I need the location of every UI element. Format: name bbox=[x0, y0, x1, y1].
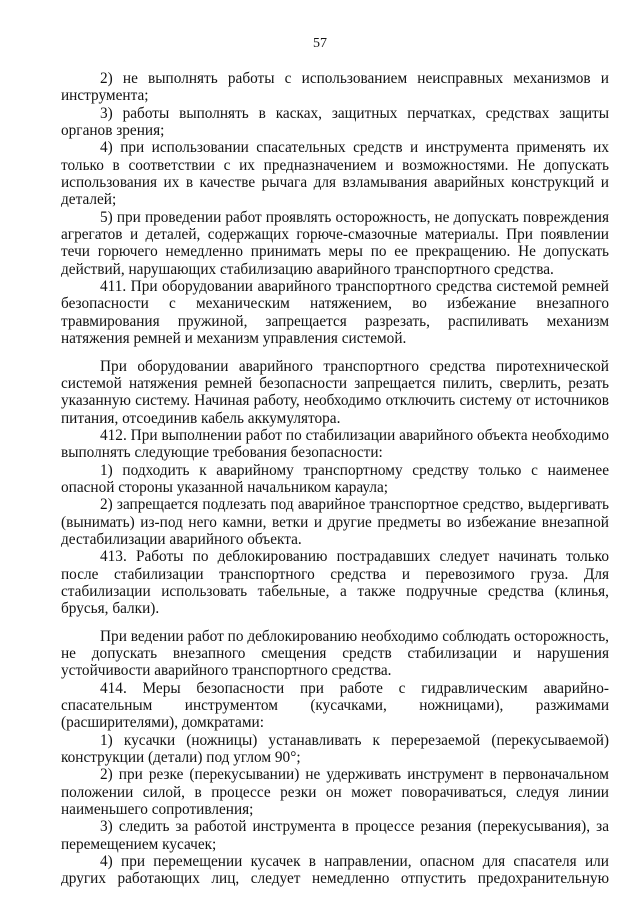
paragraph-414-item-3-monitor: 3) следить за работой инструмента в процессе резания (перекусывания), за перемещением кусачек; bbox=[61, 818, 609, 853]
page-number: 57 bbox=[313, 36, 327, 51]
paragraph-414-item-1-angle: 1) кусачки (ножницы) устанавливать к перерезаемой (перекусываемой) конструкции (детали) под углом 90°; bbox=[61, 731, 609, 767]
paragraph-414-item-2-no-force: 2) при резке (перекусывании) не удерживать инструмент в первоначальном положении силой, в процессе резки он может поворачиваться, следуя линии наименьшего сопротивления; bbox=[61, 766, 609, 819]
paragraph-item-2-faulty-tools: 2) не выполнять работы с использованием неисправных механизмов и инструмента; bbox=[61, 70, 609, 105]
document-body bbox=[61, 70, 609, 888]
paragraph-412-item-1-approach: 1) подходить к аварийному транспортному средству только с наименее опасной стороны указанной начальником караула; bbox=[61, 461, 609, 496]
paragraph-411-seatbelt-pyrotechnic: При оборудовании аварийного транспортного средства пиротехнической системой натяжения ремней безопасности запрещается пилить, сверлить, резать указанную систему. Начиная работу, необходимо отключить систему от источников питания, отсоединив кабель аккумулятора. bbox=[61, 357, 609, 427]
paragraph-412-item-2-no-crawling: 2) запрещается подлезать под аварийное транспортное средство, выдергивать (вынимать) из-под него камни, ветки и другие предметы во избежание внезапной дестабилизации аварийного объекта. bbox=[61, 496, 609, 548]
paragraph-413-caution: При ведении работ по деблокированию необходимо соблюдать осторожность, не допускать внезапного смещения средств стабилизации и нарушения устойчивости аварийного транспортного средства. bbox=[61, 627, 609, 680]
paragraph-413-unblocking: 413. Работы по деблокированию пострадавших следует начинать только после стабилизации транспортного средства и перевозимого груза. Для стабилизации использовать табельные, а также подручные средства (клинья, брусья, балки). bbox=[61, 548, 609, 618]
paragraph-411-seatbelt-mechanical: 411. При оборудовании аварийного транспортного средства системой ремней безопасности с механическим натяжением, во избежание внезапного травмирования пружиной, запрещается разрезать, распиливать механизм натяжения ремней и механизм управления системой. bbox=[61, 278, 609, 348]
paragraph-412-stabilization-intro: 412. При выполнении работ по стабилизации аварийного объекта необходимо выполнять следующие требования безопасности: bbox=[61, 426, 609, 462]
paragraph-item-3-protective-gear: 3) работы выполнять в касках, защитных перчатках, средствах защиты органов зрения; bbox=[61, 104, 609, 140]
paragraph-414-hydraulic-tools-intro: 414. Меры безопасности при работе с гидравлическим аварийно-спасательным инструментом (кусачками, ножницами), разжимами (расширителями), домкратами: bbox=[61, 679, 609, 732]
paragraph-414-item-4-release: 4) при перемещении кусачек в направлении, опасном для спасателя или других работающих лиц, следует немедленно отпустить предохранительную bbox=[61, 853, 609, 888]
paragraph-item-5-caution-fuel: 5) при проведении работ проявлять осторожность, не допускать повреждения агрегатов и деталей, содержащих горюче-смазочные материалы. При появлении течи горючего немедленно принимать меры по ее прекращению. Не допускать действий, нарушающих стабилизацию аварийного транспортного средства. bbox=[61, 208, 609, 278]
paragraph-item-4-rescue-tools-usage: 4) при использовании спасательных средств и инструмента применять их только в соответствии с их предназначением и возможностями. Не допускать использования их в качестве рычага для взламывания аварийных конструкций и деталей; bbox=[61, 139, 609, 209]
